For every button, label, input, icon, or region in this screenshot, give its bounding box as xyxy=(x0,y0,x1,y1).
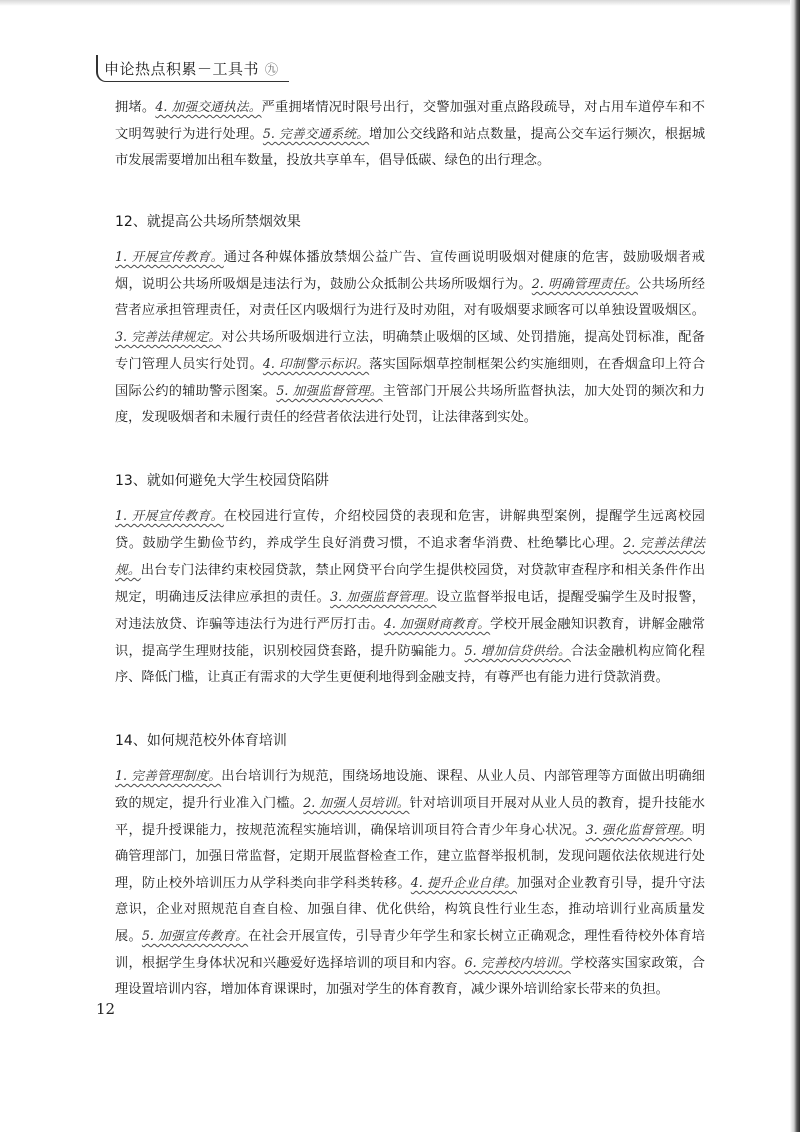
scan-edge-top xyxy=(0,0,800,6)
scan-edge-right xyxy=(790,0,800,1132)
section-14-point-4: 4. 提升企业自律。 xyxy=(410,875,518,890)
intro-text-2: 增加公交线路和站点数量，提高公交车运行频次，根据城市发展需要增加出租车数量，投放共享单车，倡导低碳、绿色的出行理念。 xyxy=(115,127,706,168)
section-14-text-2: 针对培训项目开展对从业人员的教育，提升技能水平，提升授课能力，按规范流程实施培训，确保培训项目符合青少年身心状况。 xyxy=(115,796,705,838)
section-14-point-3: 3. 强化监督管理。 xyxy=(585,822,692,837)
section-12-point-1: 1. 开展宣传教育。 xyxy=(115,249,224,264)
section-12-paragraph xyxy=(115,244,705,431)
section-13-text-4: 学校开展金融知识教育，讲解金融常识，提高学生理财技能，识别校园贷套路，提升防骗能力。 xyxy=(115,617,705,659)
section-12-point-3: 3. 完善法律规定。 xyxy=(115,329,222,344)
section-12-point-5: 5. 加强监督管理。 xyxy=(276,383,383,398)
section-13-text-2: 出台专门法律约束校园贷款，禁止网贷平台向学生提供校园贷，对贷款审查程序和相关条件作出规定，明确违反法律应承担的责任。 xyxy=(115,563,706,605)
section-13-text-5: 合法金融机构应简化程序、降低门槛，让真正有需求的大学生更便利地得到金融支持，有尊严也有能力进行贷款消费。 xyxy=(115,644,705,685)
section-14-point-6: 6. 完善校内培训。 xyxy=(464,955,571,970)
section-14-text-3: 明确管理部门，加强日常监督，定期开展监督检查工作，建立监督举报机制，发现问题依法依规进行处理，防止校外培训压力从学科类向非学科类转移。 xyxy=(115,823,705,891)
section-14-point-5: 5. 加强宣传教育。 xyxy=(141,928,249,943)
section-14-point-1: 1. 完善管理制度。 xyxy=(115,768,222,783)
section-13-paragraph xyxy=(115,503,705,691)
section-12-point-4: 4. 印制警示标识。 xyxy=(262,356,370,371)
section-14-point-2: 2. 加强人员培训。 xyxy=(303,795,410,810)
section-14-title: 14、如何规范校外体育培训 xyxy=(115,733,287,749)
section-12-title: 12、就提高公共场所禁烟效果 xyxy=(115,214,301,230)
section-13-text-3: 设立监督举报电话，提醒受骗学生及时报警，对违法放贷、诈骗等违法行为进行严厉打击。 xyxy=(115,590,705,632)
intro-text-1: 严重拥堵情况时限号出行，交警加强对重点路段疏导，对占用车道停车和不文明驾驶行为进行处理。 xyxy=(115,100,705,142)
section-13-title: 13、就如何避免大学生校园贷陷阱 xyxy=(115,473,329,489)
section-14-text-1: 出台培训行为规范，围绕场地设施、课程、从业人员、内部管理等方面做出明确细致的规定，提升行业准入门槛。 xyxy=(115,769,705,811)
section-12-text-5: 主管部门开展公共场所监督执法，加大处罚的频次和力度，发现吸烟者和未履行责任的经营者依法进行处罚，让法律落到实处。 xyxy=(115,384,705,425)
section-14-paragraph xyxy=(115,763,705,1003)
intro-paragraph xyxy=(115,94,705,174)
section-13-point-4: 4. 加强财商教育。 xyxy=(383,616,491,631)
book-header xyxy=(96,55,289,82)
page-content xyxy=(115,94,705,1003)
intro-point-5: 5. 完善交通系统。 xyxy=(262,126,370,141)
section-12-text-4: 落实国际烟草控制框架公约实施细则，在香烟盒印上符合国际公约的辅助警示图案。 xyxy=(115,357,706,399)
section-12-text-1: 通过各种媒体播放禁烟公益广告、宣传画说明吸烟对健康的危害，鼓励吸烟者戒烟，说明公共场所吸烟是违法行为，鼓励公众抵制公共场所吸烟行为。 xyxy=(115,250,705,292)
section-12-point-2: 2. 明确管理责任。 xyxy=(531,276,639,291)
section-13-point-1: 1. 开展宣传教育。 xyxy=(115,508,224,523)
section-12-text-2: 公共场所经营者应承担管理责任，对责任区内吸烟行为进行及时劝阻，对有吸烟要求顾客可以单独设置吸烟区。 xyxy=(115,277,705,318)
section-13-point-2: 2. 完善法律法规。 xyxy=(115,535,705,577)
book-title: 申论热点积累－工具书 xyxy=(104,59,260,78)
section-13-point-5: 5. 增加信贷供给。 xyxy=(464,643,571,658)
section-13-text-1: 在校园进行宣传，介绍校园贷的表现和危害，讲解典型案例，提醒学生远离校园贷。鼓励学生勤俭节约，养成学生良好消费习惯，不追求奢华消费、杜绝攀比心理。 xyxy=(115,509,705,551)
intro-point-4: 4. 加强交通执法。 xyxy=(155,99,262,114)
page-number: 12 xyxy=(96,1000,116,1018)
intro-text-0: 拥堵。 xyxy=(115,100,156,115)
section-13-point-3: 3. 加强监督管理。 xyxy=(330,589,437,604)
section-14-text-4: 加强对企业教育引导，提升守法意识，企业对照规范自查自检、加强自律、优化供给，构筑良性行业生态，推动培训行业高质量发展。 xyxy=(115,876,705,944)
section-12-text-3: 对公共场所吸烟进行立法，明确禁止吸烟的区域、处罚措施，提高处罚标准，配备专门管理人员实行处罚。 xyxy=(115,330,705,372)
section-14-text-6: 学校落实国家政策，合理设置培训内容，增加体育课课时，加强对学生的体育教育，减少课外培训给家长带来的负担。 xyxy=(115,956,705,997)
header-seal-icon: ㊈ xyxy=(265,62,279,78)
section-14-text-5: 在社会开展宣传，引导青少年学生和家长树立正确观念，理性看待校外体育培训，根据学生身体状况和兴趣爱好选择培训的项目和内容。 xyxy=(115,929,705,971)
